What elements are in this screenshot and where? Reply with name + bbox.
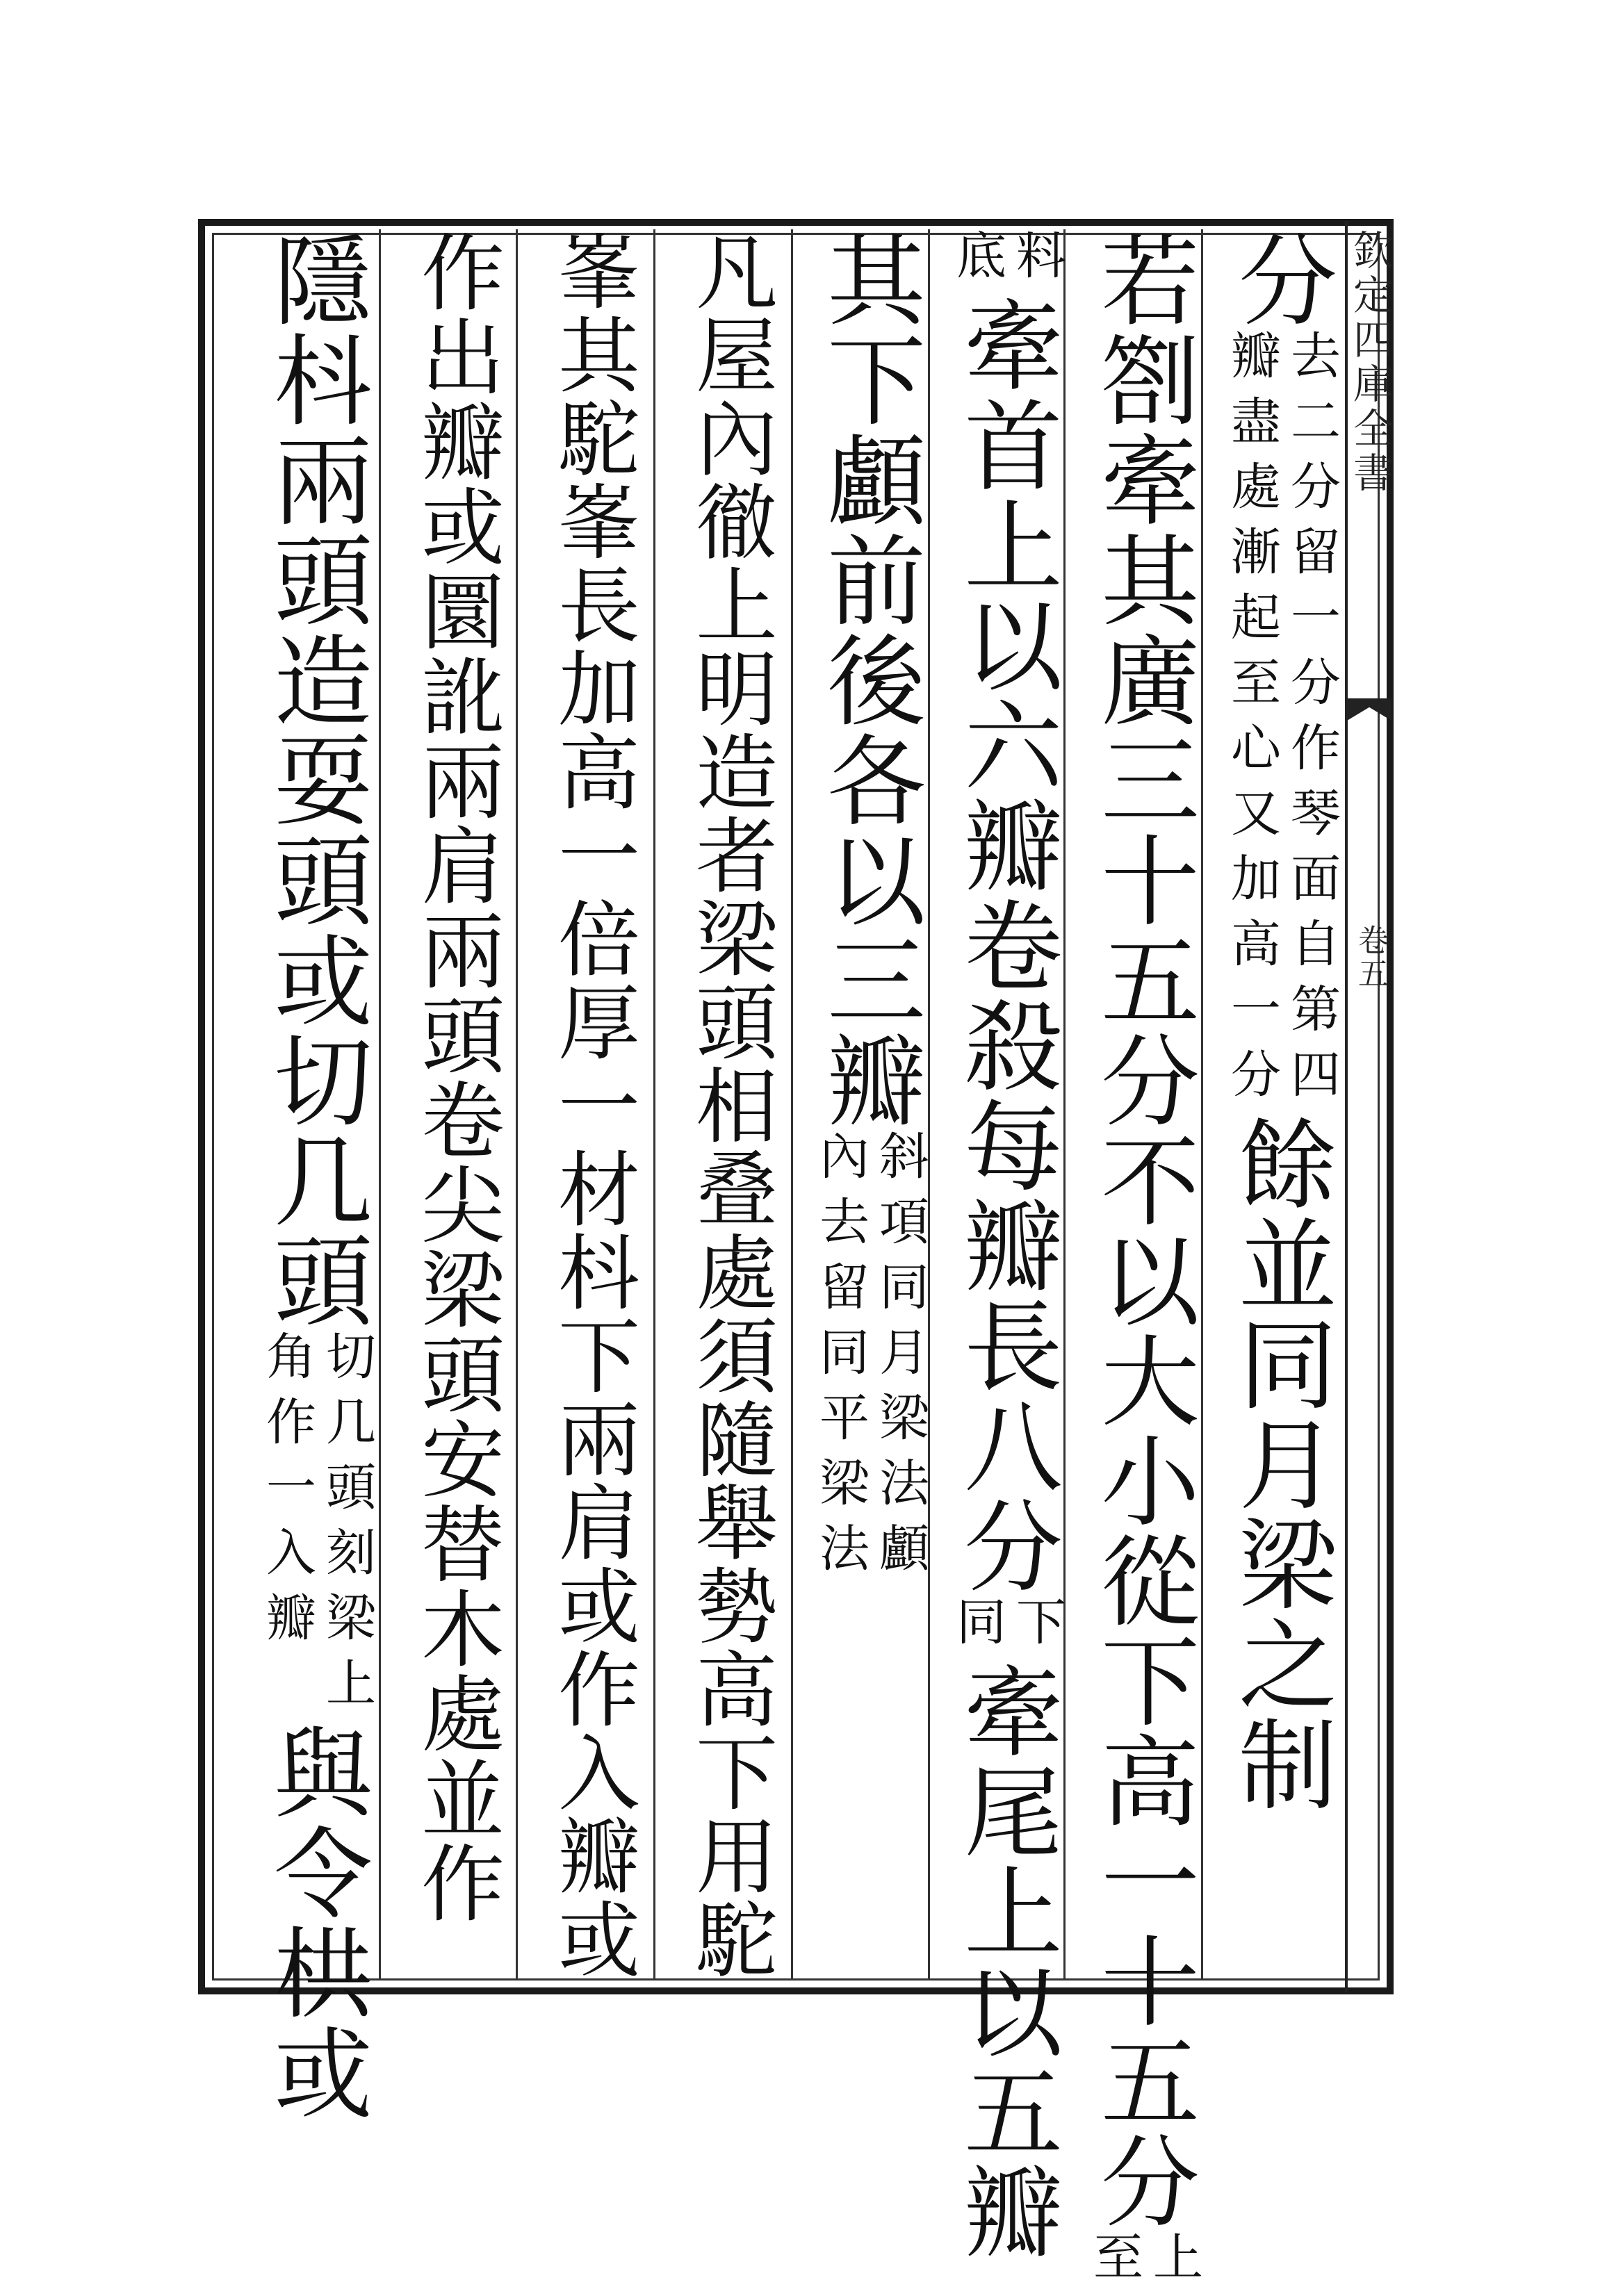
main-text: 其下顱前後各以三瓣: [810, 229, 925, 1130]
interlinear-note: [1084, 2231, 1204, 2296]
text-column-3: [942, 229, 1067, 2261]
interlinear-note: [257, 1330, 377, 1722]
note-right: 下: [1008, 1596, 1066, 1661]
interlinear-note: [947, 229, 1067, 295]
text-column-6: [530, 229, 655, 1981]
main-text: 隱枓兩頭造耍頭或切几頭: [257, 229, 372, 1330]
text-column-5: [667, 229, 792, 1981]
note-right: 上: [1145, 2231, 1203, 2296]
text-column-8: [252, 229, 377, 2122]
text-column-7: [393, 229, 518, 1974]
note-left: 角作一入瓣: [258, 1330, 316, 1657]
main-text: 凡屋內徹上明造者梁頭相叠處須隨舉勢高下用駝: [682, 229, 778, 1981]
main-text: 餘並同月梁之制: [1222, 1113, 1337, 1814]
text-column-2: [1079, 229, 1204, 2296]
column-rule: [379, 229, 381, 1981]
note-left: 同: [948, 1596, 1006, 1661]
note-left: 內去留同平梁法: [811, 1130, 870, 1587]
interlinear-note: [947, 1596, 1067, 1661]
interlinear-note: [1222, 329, 1341, 1113]
main-text: 牽尾上以五瓣: [947, 1661, 1062, 2261]
note-left: 瓣盡處漸起至心又加高一分: [1223, 329, 1281, 1113]
note-right: 去二分留一分作琴面自第四: [1282, 329, 1341, 1113]
main-text: 作出瓣或圜訛兩肩兩頭卷尖梁頭安替木處並作: [407, 229, 504, 1925]
text-column-1: [1216, 229, 1341, 1974]
main-text: 若劄牽其廣三十五分不以大小從下高一十五分: [1084, 229, 1199, 2231]
note-right: 斜項同月梁法顱: [871, 1130, 929, 1587]
margin-book-title: 欽定四庫全書: [1346, 229, 1394, 496]
main-text: 牽首上以六瓣卷殺每瓣長八分: [947, 295, 1062, 1596]
note-left: 底: [948, 229, 1006, 295]
main-text: 峯其駝峯長加高一倍厚一材枓下兩肩或作入瓣或: [544, 229, 640, 1981]
main-text: 與令栱或: [257, 1722, 372, 2122]
main-text: 分: [1222, 229, 1337, 329]
interlinear-note: [810, 1130, 930, 1587]
note-left: 至: [1085, 2231, 1143, 2296]
margin-juan-number: 卷五: [1353, 924, 1388, 991]
note-right: 切几頭刻梁上: [318, 1330, 376, 1722]
text-column-4: [805, 229, 930, 1974]
page-frame-inner: [212, 233, 1380, 1981]
note-right: 料: [1008, 229, 1066, 295]
